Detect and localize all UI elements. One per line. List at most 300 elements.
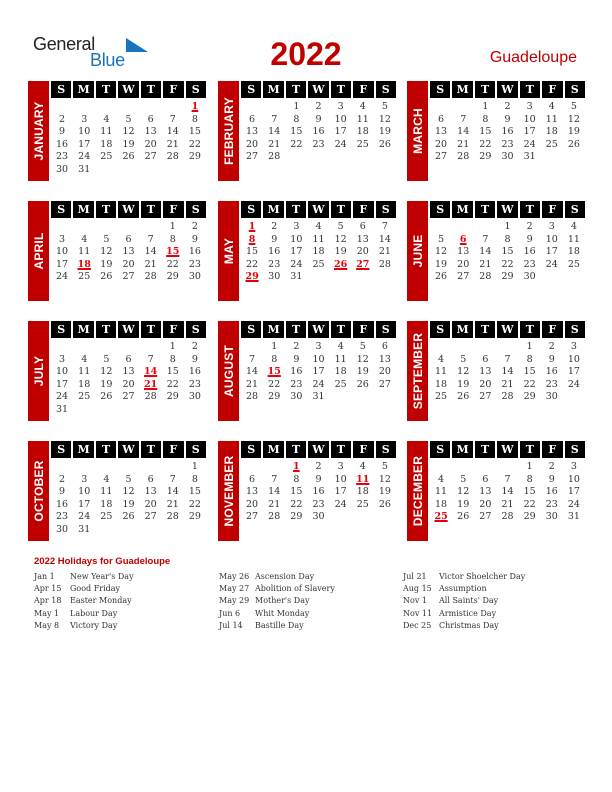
week-row bbox=[51, 379, 206, 392]
month-september bbox=[407, 321, 587, 421]
day-cell: 21 bbox=[378, 246, 391, 257]
week-row bbox=[51, 404, 206, 417]
week-row bbox=[241, 139, 396, 152]
empty-day-cell bbox=[241, 101, 263, 114]
day-cell: 17 bbox=[78, 138, 91, 150]
holiday-day-cell: 1 bbox=[248, 221, 256, 232]
month-day-grid bbox=[430, 81, 585, 164]
day-cell: 30 bbox=[545, 511, 558, 522]
empty-day-cell bbox=[307, 151, 329, 164]
weekday-header bbox=[430, 441, 585, 458]
empty-day-cell bbox=[184, 404, 206, 417]
day-cell: 22 bbox=[268, 378, 281, 390]
day-cell: 17 bbox=[567, 486, 580, 497]
day-cell: 22 bbox=[188, 138, 201, 150]
day-cell: 16 bbox=[545, 486, 558, 497]
day-cell: 11 bbox=[100, 486, 113, 497]
holiday-name: Whit Monday bbox=[255, 608, 310, 618]
day-cell: 23 bbox=[188, 258, 201, 270]
month-label-bar bbox=[218, 321, 239, 421]
day-cell: 19 bbox=[378, 126, 391, 137]
day-cell: 16 bbox=[56, 498, 69, 510]
day-cell: 14 bbox=[501, 366, 514, 377]
day-cell: 26 bbox=[100, 391, 113, 402]
day-cell: 27 bbox=[122, 271, 135, 282]
week-row bbox=[51, 341, 206, 354]
day-cell: 29 bbox=[523, 391, 536, 402]
day-cell: 25 bbox=[356, 498, 369, 510]
month-day-grid bbox=[241, 321, 396, 404]
week-row bbox=[430, 126, 585, 139]
weekday-label: T bbox=[141, 81, 161, 98]
week-row bbox=[430, 221, 585, 234]
day-cell: 24 bbox=[56, 391, 69, 402]
holiday-entry bbox=[219, 595, 335, 607]
empty-day-cell bbox=[117, 404, 139, 417]
week-row bbox=[241, 474, 396, 487]
month-february bbox=[218, 81, 398, 181]
week-row bbox=[51, 461, 206, 474]
empty-day-cell bbox=[496, 461, 518, 474]
day-cell: 3 bbox=[526, 101, 533, 112]
day-cell: 23 bbox=[523, 258, 536, 270]
day-cell: 23 bbox=[545, 378, 558, 390]
day-cell: 14 bbox=[144, 246, 157, 257]
day-cell: 3 bbox=[337, 101, 344, 112]
day-cell: 3 bbox=[548, 221, 555, 232]
weekday-label: M bbox=[452, 201, 472, 218]
day-cell: 20 bbox=[479, 378, 492, 390]
holiday-name: Abolition of Slavery bbox=[255, 584, 335, 594]
day-cell: 1 bbox=[169, 341, 176, 352]
week-row bbox=[430, 354, 585, 367]
day-cell: 28 bbox=[501, 391, 514, 402]
day-cell: 17 bbox=[545, 246, 558, 257]
day-cell: 24 bbox=[545, 258, 558, 270]
holiday-day-cell: 8 bbox=[248, 233, 256, 245]
day-cell: 20 bbox=[246, 138, 259, 150]
month-label-bar bbox=[218, 81, 239, 181]
day-cell: 29 bbox=[188, 151, 201, 162]
holiday-entry bbox=[403, 608, 525, 620]
empty-day-cell bbox=[452, 461, 474, 474]
day-cell: 4 bbox=[438, 473, 445, 485]
day-cell: 5 bbox=[125, 113, 132, 125]
day-cell: 20 bbox=[246, 498, 259, 510]
day-cell: 20 bbox=[378, 366, 391, 377]
empty-day-cell bbox=[430, 341, 452, 354]
day-cell: 14 bbox=[268, 486, 281, 497]
day-cell: 23 bbox=[290, 378, 303, 390]
weekday-label: T bbox=[475, 321, 495, 338]
day-cell: 9 bbox=[548, 353, 555, 365]
weekday-label: S bbox=[186, 321, 206, 338]
day-cell: 9 bbox=[59, 486, 66, 497]
day-cell: 24 bbox=[334, 138, 347, 150]
empty-day-cell bbox=[563, 151, 585, 164]
day-cell: 18 bbox=[567, 246, 580, 257]
month-label-bar bbox=[407, 321, 428, 421]
month-july bbox=[28, 321, 208, 421]
weekday-header bbox=[430, 81, 585, 98]
week-row bbox=[241, 221, 396, 234]
week-row bbox=[51, 234, 206, 247]
week-row bbox=[51, 139, 206, 152]
week-row bbox=[51, 259, 206, 272]
day-cell: 5 bbox=[337, 221, 344, 232]
empty-day-cell bbox=[474, 461, 496, 474]
weekday-header bbox=[241, 321, 396, 338]
day-cell: 21 bbox=[479, 258, 492, 270]
weekday-label: T bbox=[286, 321, 306, 338]
weekday-header bbox=[51, 441, 206, 458]
empty-day-cell bbox=[117, 101, 139, 114]
empty-day-cell bbox=[140, 404, 162, 417]
day-cell: 18 bbox=[435, 498, 448, 510]
day-cell: 4 bbox=[438, 353, 445, 365]
day-cell: 29 bbox=[479, 151, 492, 162]
weekday-label: S bbox=[241, 201, 261, 218]
day-cell: 29 bbox=[523, 511, 536, 522]
day-cell: 6 bbox=[125, 353, 132, 365]
empty-day-cell bbox=[73, 341, 95, 354]
day-cell: 4 bbox=[548, 101, 555, 112]
day-cell: 10 bbox=[567, 473, 580, 485]
empty-day-cell bbox=[430, 461, 452, 474]
day-cell: 11 bbox=[100, 126, 113, 137]
weekday-label: T bbox=[475, 201, 495, 218]
weekday-label: S bbox=[565, 321, 585, 338]
day-cell: 7 bbox=[169, 473, 176, 485]
weekday-header bbox=[51, 81, 206, 98]
week-row bbox=[241, 101, 396, 114]
day-cell: 17 bbox=[312, 366, 325, 377]
empty-day-cell bbox=[563, 391, 585, 404]
day-cell: 27 bbox=[479, 391, 492, 402]
holiday-name: Assumption bbox=[439, 584, 487, 594]
day-cell: 31 bbox=[523, 151, 536, 162]
holiday-date: Jul 21 bbox=[403, 572, 427, 581]
weekday-label: M bbox=[452, 81, 472, 98]
month-november bbox=[218, 441, 398, 541]
empty-day-cell bbox=[452, 341, 474, 354]
weekday-label: T bbox=[331, 321, 351, 338]
day-cell: 10 bbox=[290, 233, 303, 245]
weekday-label: T bbox=[96, 441, 116, 458]
day-cell: 21 bbox=[144, 258, 157, 270]
day-cell: 20 bbox=[144, 498, 157, 510]
day-cell: 31 bbox=[78, 163, 91, 175]
empty-day-cell bbox=[430, 101, 452, 114]
day-cell: 12 bbox=[100, 246, 113, 257]
weekday-label: T bbox=[331, 81, 351, 98]
day-cell: 30 bbox=[56, 523, 69, 535]
week-row bbox=[430, 511, 585, 524]
day-cell: 29 bbox=[166, 271, 179, 282]
holiday-date: May 1 bbox=[34, 608, 60, 618]
day-cell: 30 bbox=[545, 391, 558, 402]
day-cell: 13 bbox=[457, 246, 470, 257]
day-cell: 4 bbox=[359, 101, 366, 112]
holiday-name: Ascension Day bbox=[255, 572, 315, 581]
month-june bbox=[407, 201, 587, 301]
week-row bbox=[241, 486, 396, 499]
day-cell: 10 bbox=[567, 353, 580, 365]
empty-day-cell bbox=[430, 221, 452, 234]
day-cell: 29 bbox=[501, 271, 514, 282]
day-cell: 15 bbox=[501, 246, 514, 257]
day-cell: 30 bbox=[501, 151, 514, 162]
week-row bbox=[430, 499, 585, 512]
day-cell: 7 bbox=[147, 353, 154, 365]
day-cell: 24 bbox=[523, 138, 536, 150]
day-cell: 27 bbox=[378, 378, 391, 390]
weekday-label: F bbox=[353, 441, 373, 458]
weekday-label: F bbox=[353, 321, 373, 338]
weekday-label: F bbox=[163, 201, 183, 218]
day-cell: 19 bbox=[457, 378, 470, 390]
weekday-label: W bbox=[497, 201, 517, 218]
day-cell: 7 bbox=[147, 233, 154, 245]
weekday-label: W bbox=[308, 81, 328, 98]
day-cell: 13 bbox=[356, 233, 369, 245]
day-cell: 7 bbox=[169, 113, 176, 125]
holidays-title: 2022 Holidays for Guadeloupe bbox=[34, 556, 171, 567]
day-cell: 10 bbox=[78, 486, 91, 497]
empty-day-cell bbox=[140, 101, 162, 114]
empty-day-cell bbox=[140, 461, 162, 474]
weekday-label: S bbox=[430, 201, 450, 218]
month-name: AUGUST bbox=[221, 345, 236, 397]
day-cell: 3 bbox=[59, 353, 66, 365]
day-cell: 19 bbox=[356, 366, 369, 377]
weekday-label: W bbox=[118, 321, 138, 338]
weekday-label: F bbox=[163, 441, 183, 458]
day-cell: 2 bbox=[191, 341, 198, 352]
holidays-column bbox=[403, 571, 525, 632]
day-cell: 30 bbox=[290, 391, 303, 402]
empty-day-cell bbox=[95, 101, 117, 114]
day-cell: 13 bbox=[122, 366, 135, 377]
day-cell: 28 bbox=[166, 511, 179, 522]
month-label-bar bbox=[407, 441, 428, 541]
day-cell: 10 bbox=[545, 233, 558, 245]
day-cell: 16 bbox=[523, 246, 536, 257]
holiday-entry bbox=[34, 595, 134, 607]
week-row bbox=[241, 234, 396, 247]
day-cell: 27 bbox=[457, 271, 470, 282]
day-cell: 2 bbox=[526, 221, 533, 232]
day-cell: 22 bbox=[188, 498, 201, 510]
day-cell: 3 bbox=[81, 473, 88, 485]
month-day-grid bbox=[51, 81, 206, 176]
month-day-grid bbox=[241, 201, 396, 284]
weekday-header bbox=[430, 321, 585, 338]
week-row bbox=[241, 366, 396, 379]
day-cell: 6 bbox=[381, 341, 388, 352]
empty-day-cell bbox=[117, 524, 139, 537]
weekday-label: W bbox=[308, 441, 328, 458]
day-cell: 7 bbox=[504, 353, 511, 365]
holiday-date: Apr 15 bbox=[34, 584, 62, 594]
day-cell: 5 bbox=[381, 101, 388, 112]
day-cell: 20 bbox=[479, 498, 492, 510]
day-cell: 11 bbox=[567, 233, 580, 245]
day-cell: 28 bbox=[268, 511, 281, 522]
month-day-grid bbox=[430, 441, 585, 524]
holiday-entry bbox=[403, 571, 525, 583]
day-cell: 5 bbox=[381, 461, 388, 472]
weekday-label: S bbox=[51, 201, 71, 218]
day-cell: 3 bbox=[337, 461, 344, 472]
day-cell: 5 bbox=[359, 341, 366, 352]
day-cell: 2 bbox=[504, 101, 511, 112]
day-cell: 12 bbox=[334, 233, 347, 245]
holiday-name: Armistice Day bbox=[439, 608, 497, 618]
holiday-name: Victory Day bbox=[70, 620, 118, 630]
day-cell: 30 bbox=[312, 511, 325, 522]
day-cell: 11 bbox=[334, 353, 347, 365]
weekday-header bbox=[241, 441, 396, 458]
empty-day-cell bbox=[117, 341, 139, 354]
day-cell: 2 bbox=[293, 341, 300, 352]
weekday-label: S bbox=[376, 441, 396, 458]
day-cell: 9 bbox=[293, 353, 300, 365]
weekday-label: S bbox=[51, 81, 71, 98]
day-cell: 23 bbox=[188, 378, 201, 390]
week-row bbox=[241, 114, 396, 127]
holiday-entry bbox=[219, 620, 335, 632]
month-name: NOVEMBER bbox=[221, 455, 236, 527]
day-cell: 14 bbox=[166, 486, 179, 497]
day-cell: 22 bbox=[479, 138, 492, 150]
day-cell: 2 bbox=[191, 221, 198, 232]
weekday-label: S bbox=[565, 441, 585, 458]
day-cell: 22 bbox=[501, 258, 514, 270]
weekday-label: T bbox=[96, 321, 116, 338]
weekday-label: S bbox=[51, 441, 71, 458]
month-label-bar bbox=[28, 201, 49, 301]
empty-day-cell bbox=[474, 341, 496, 354]
month-day-grid bbox=[51, 201, 206, 284]
day-cell: 16 bbox=[56, 138, 69, 150]
day-cell: 18 bbox=[545, 126, 558, 137]
empty-day-cell bbox=[184, 164, 206, 177]
weekday-label: S bbox=[430, 441, 450, 458]
month-day-grid bbox=[241, 441, 396, 524]
day-cell: 18 bbox=[356, 126, 369, 137]
weekday-label: M bbox=[73, 81, 93, 98]
day-cell: 31 bbox=[312, 391, 325, 402]
holiday-name: Victor Shoelcher Day bbox=[439, 572, 526, 581]
weekday-header bbox=[51, 321, 206, 338]
day-cell: 4 bbox=[337, 341, 344, 352]
empty-day-cell bbox=[352, 271, 374, 284]
day-cell: 22 bbox=[290, 498, 303, 510]
day-cell: 20 bbox=[435, 138, 448, 150]
week-row bbox=[241, 341, 396, 354]
day-cell: 11 bbox=[78, 366, 91, 377]
day-cell: 28 bbox=[268, 151, 281, 162]
month-label-bar bbox=[28, 441, 49, 541]
day-cell: 19 bbox=[435, 258, 448, 270]
day-cell: 9 bbox=[271, 233, 278, 245]
day-cell: 26 bbox=[378, 138, 391, 150]
day-cell: 8 bbox=[482, 113, 489, 125]
holiday-entry bbox=[34, 620, 134, 632]
holiday-date: Aug 15 bbox=[403, 584, 432, 594]
week-row bbox=[51, 486, 206, 499]
week-row bbox=[51, 126, 206, 139]
day-cell: 26 bbox=[435, 271, 448, 282]
day-cell: 21 bbox=[501, 498, 514, 510]
week-row bbox=[430, 234, 585, 247]
weekday-label: W bbox=[497, 81, 517, 98]
day-cell: 12 bbox=[122, 486, 135, 497]
day-cell: 4 bbox=[103, 113, 110, 125]
empty-day-cell bbox=[95, 164, 117, 177]
day-cell: 5 bbox=[460, 353, 467, 365]
weekday-label: S bbox=[241, 321, 261, 338]
weekday-label: S bbox=[51, 321, 71, 338]
weekday-label: S bbox=[186, 441, 206, 458]
weekday-label: T bbox=[96, 201, 116, 218]
weekday-label: T bbox=[331, 201, 351, 218]
day-cell: 6 bbox=[438, 113, 445, 125]
day-cell: 7 bbox=[271, 473, 278, 485]
day-cell: 25 bbox=[334, 378, 347, 390]
day-cell: 27 bbox=[144, 511, 157, 522]
empty-day-cell bbox=[117, 461, 139, 474]
holiday-day-cell: 14 bbox=[144, 366, 158, 377]
day-cell: 9 bbox=[526, 233, 533, 245]
weekday-label: S bbox=[376, 201, 396, 218]
day-cell: 13 bbox=[479, 366, 492, 377]
day-cell: 15 bbox=[290, 126, 303, 137]
week-row bbox=[430, 341, 585, 354]
weekday-label: F bbox=[542, 201, 562, 218]
week-row bbox=[430, 246, 585, 259]
week-row bbox=[51, 246, 206, 259]
day-cell: 8 bbox=[169, 353, 176, 365]
day-cell: 11 bbox=[78, 246, 91, 257]
day-cell: 29 bbox=[268, 391, 281, 402]
day-cell: 13 bbox=[246, 486, 259, 497]
month-name: FEBRUARY bbox=[221, 97, 236, 165]
day-cell: 16 bbox=[545, 366, 558, 377]
day-cell: 12 bbox=[100, 366, 113, 377]
day-cell: 10 bbox=[334, 473, 347, 485]
empty-day-cell bbox=[452, 221, 474, 234]
month-january bbox=[28, 81, 208, 181]
day-cell: 14 bbox=[166, 126, 179, 137]
day-cell: 21 bbox=[166, 498, 179, 510]
week-row bbox=[430, 379, 585, 392]
holiday-day-cell: 29 bbox=[245, 271, 259, 282]
empty-day-cell bbox=[263, 101, 285, 114]
day-cell: 11 bbox=[356, 113, 369, 125]
weekday-header bbox=[241, 81, 396, 98]
weekday-label: S bbox=[565, 201, 585, 218]
day-cell: 10 bbox=[56, 366, 69, 377]
day-cell: 18 bbox=[312, 246, 325, 257]
day-cell: 27 bbox=[435, 151, 448, 162]
holiday-date: Jun 6 bbox=[219, 608, 241, 618]
day-cell: 6 bbox=[249, 113, 256, 125]
day-cell: 30 bbox=[268, 271, 281, 282]
month-name: JULY bbox=[31, 355, 46, 387]
day-cell: 21 bbox=[268, 138, 281, 150]
